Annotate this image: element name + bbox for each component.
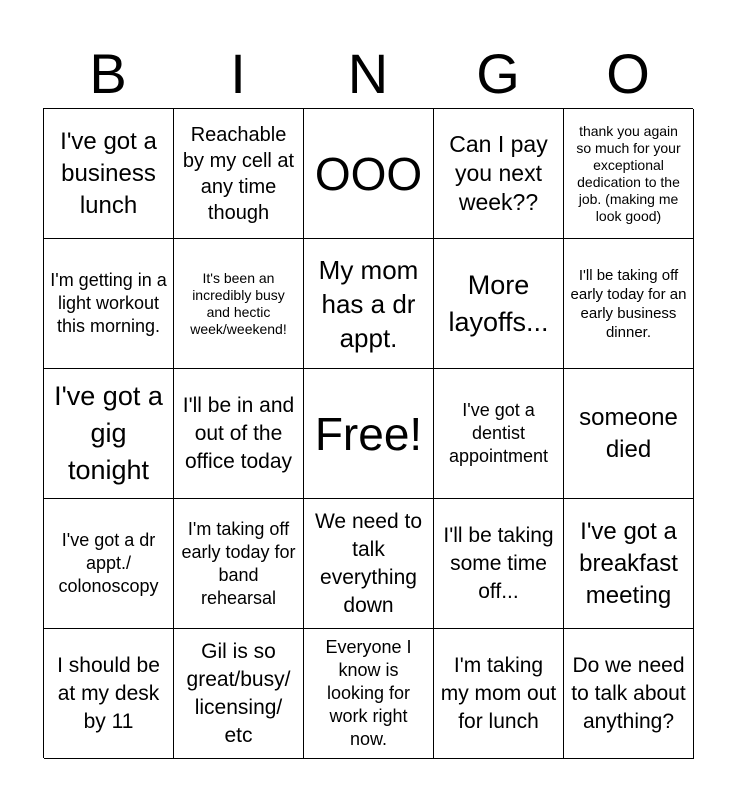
cell-text: We need to talk everything down — [314, 509, 423, 617]
bingo-cell[interactable] — [434, 369, 564, 499]
bingo-cell[interactable] — [174, 499, 304, 629]
cell-text: I'm taking my mom out for lunch — [440, 653, 557, 733]
free-space-cell[interactable] — [304, 369, 434, 499]
bingo-cell[interactable] — [564, 239, 694, 369]
bingo-cell[interactable] — [434, 239, 564, 369]
bingo-cell[interactable] — [304, 109, 434, 239]
cell-text: I've got a gig tonight — [54, 381, 163, 485]
bingo-cell[interactable] — [44, 109, 174, 239]
bingo-cell[interactable] — [434, 499, 564, 629]
cell-text: I've got a breakfast meeting — [579, 517, 678, 609]
bingo-card-grid — [43, 108, 693, 758]
cell-text: I've got a dentist appointment — [448, 400, 549, 466]
bingo-cell[interactable] — [44, 629, 174, 759]
bingo-cell[interactable] — [174, 109, 304, 239]
cell-text: Free! — [314, 407, 423, 460]
cell-text: OOO — [314, 147, 423, 200]
cell-text: Can I pay you next week?? — [449, 131, 548, 215]
bingo-header — [43, 40, 693, 108]
bingo-cell[interactable] — [434, 629, 564, 759]
bingo-cell[interactable] — [174, 369, 304, 499]
cell-text: I'm getting in a light workout this morning. — [50, 270, 167, 336]
bingo-cell[interactable] — [174, 629, 304, 759]
bingo-cell[interactable] — [564, 369, 694, 499]
header-letter-i: I — [230, 42, 246, 105]
cell-text: Gil is so great/busy/ licensing/ etc — [186, 639, 291, 747]
cell-text: My mom has a dr appt. — [318, 254, 419, 353]
bingo-cell[interactable] — [564, 499, 694, 629]
cell-text: It's been an incredibly busy and hectic week/weekend! — [190, 269, 287, 337]
header-letter-o: O — [606, 42, 650, 105]
bingo-cell[interactable] — [564, 109, 694, 239]
cell-text: Do we need to talk about anything? — [571, 653, 686, 733]
cell-text: I'm taking off early today for band rehearsal — [181, 518, 296, 608]
header-letter-n: N — [347, 42, 389, 105]
cell-text: Reachable by my cell at any time though — [182, 123, 295, 224]
cell-text: I've got a business lunch — [60, 127, 157, 219]
cell-text: More layoffs... — [448, 269, 549, 337]
header-letter-b: B — [89, 42, 127, 105]
cell-text: I should be at my desk by 11 — [57, 653, 160, 733]
bingo-cell[interactable] — [434, 109, 564, 239]
bingo-cell[interactable] — [44, 239, 174, 369]
bingo-cell[interactable] — [304, 239, 434, 369]
bingo-cell[interactable] — [174, 239, 304, 369]
bingo-cell[interactable] — [44, 369, 174, 499]
cell-text: thank you again so much for your exceptional dedication to the job. (making me look good) — [576, 122, 681, 224]
bingo-cell[interactable] — [564, 629, 694, 759]
cell-text: I've got a dr appt./ colonoscopy — [58, 530, 159, 596]
cell-text: Everyone I know is looking for work right now. — [325, 637, 412, 749]
cell-text: I'll be taking some time off... — [443, 523, 554, 603]
bingo-cell[interactable] — [304, 629, 434, 759]
bingo-cell[interactable] — [44, 499, 174, 629]
header-letter-g: G — [476, 42, 520, 105]
bingo-cell[interactable] — [304, 499, 434, 629]
cell-text: someone died — [579, 403, 678, 463]
cell-text: I'll be in and out of the office today — [182, 393, 295, 473]
cell-text: I'll be taking off early today for an early business dinner. — [570, 266, 687, 341]
